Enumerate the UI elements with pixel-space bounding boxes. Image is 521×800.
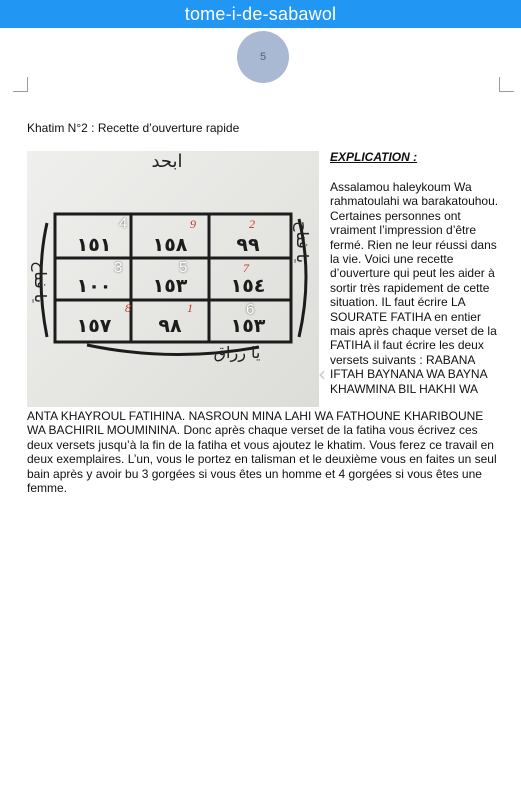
khatim-right-text: يا فتاح — [293, 221, 312, 264]
khatim-cell-6-order: 7 — [243, 261, 249, 275]
crop-mark-right — [499, 77, 514, 92]
khatim-top-text: ابحد — [151, 151, 183, 172]
khatim-cell-7: ١٥٧ — [76, 315, 112, 337]
khatim-cell-9: ١٥٣ — [230, 315, 266, 337]
khatim-cell-3: ٩٩ — [236, 234, 260, 256]
khatim-cell-8-order: 1 — [187, 301, 193, 315]
khatim-cell-5: ١٥٣ — [152, 275, 188, 297]
khatim-cell-3-order: 2 — [249, 217, 255, 231]
page-number-badge — [237, 31, 289, 83]
khatim-cell-4-order: 3 — [114, 259, 123, 276]
khatim-cell-4: ١٠٠ — [76, 275, 112, 297]
page-number: 5 — [259, 51, 267, 63]
crop-mark-left — [13, 77, 28, 92]
body-text-right-column: Assalamou haleykoum Wa rahmatoulahi wa barakatouhou. Certaines personnes ont vraiment l’impression d’être fermé. Rien ne leur réussi dans la vie. Voici une recette d’ouverture qui peut les aider à sortir très rapidement de cette situation. IL faut écrire LA SOURATE FATIHA en entier mais après chaque verset de la FATIHA il faut écrire les deux versets suivants : RABANA IFTAH BAYNANA WA BAYNA KHAWMINA BIL HAKHI WA — [330, 180, 499, 396]
khatim-cell-1-order: 4 — [119, 215, 128, 232]
khatim-cell-6: ١٥٤ — [230, 275, 266, 297]
chevron-left-icon[interactable]: ‹ — [318, 362, 326, 386]
document-title: Khatim N°2 : Recette d’ouverture rapide — [27, 121, 240, 135]
khatim-bottom-text: يا رزاق — [213, 343, 261, 362]
khatim-cell-5-order: 5 — [179, 259, 188, 276]
body-text-full-width: ANTA KHAYROUL FATIHINA. NASROUN MINA LAHI WA FATHOUNE KHARIBOUNE WA BACHIRIL MOUMININA. Donc après chaque verset de la fatiha vous écrivez ces deux versets jusqu’à la fin de la fatiha et vous ajoutez le khatim. Vous ferez ce travail en deux exemplaires. L’un, vous le portez en talisman et le deuxième vous en faites un seul bain après y avoir bu 3 gorgées si vous êtes un homme et 4 gorgées si vous êtes une femme. — [27, 409, 497, 496]
khatim-cell-8: ٩٨ — [158, 315, 182, 337]
khatim-cell-2-order: 9 — [190, 217, 196, 231]
explication-heading: EXPLICATION : — [330, 150, 418, 164]
khatim-cell-1: ١٥١ — [76, 234, 112, 256]
khatim-cell-7-order: 8 — [125, 301, 131, 315]
app-title: tome-i-de-sabawol — [184, 4, 337, 24]
khatim-cell-9-order: 6 — [246, 301, 255, 318]
app-title-bar — [0, 0, 521, 28]
khatim-photo — [27, 151, 319, 407]
khatim-left-text: يا فتاح — [31, 261, 50, 304]
khatim-cell-2: ١٥٨ — [152, 234, 188, 256]
